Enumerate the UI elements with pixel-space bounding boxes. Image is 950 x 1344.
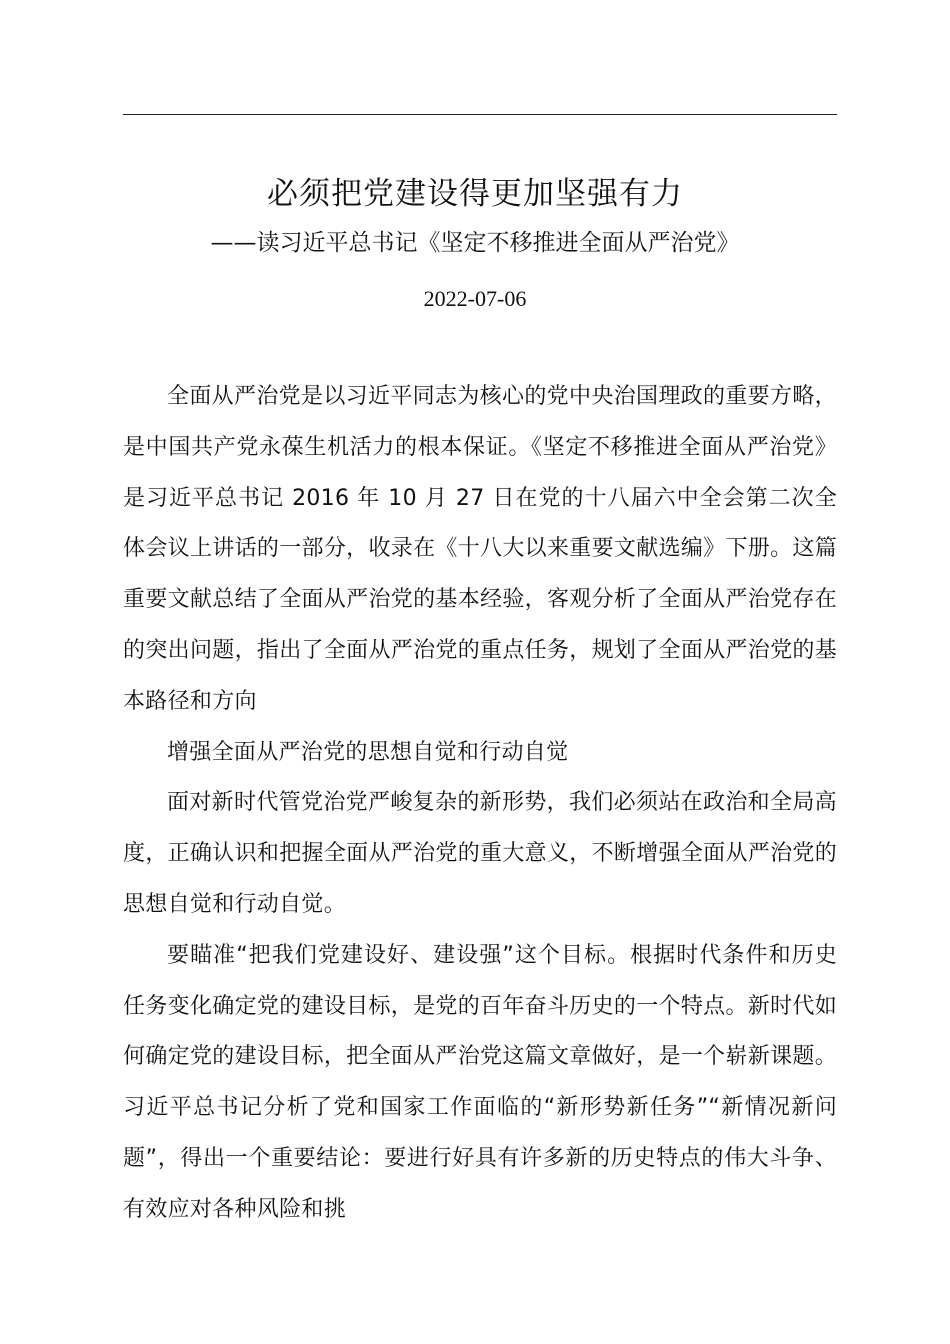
article-body bbox=[123, 372, 837, 1236]
header-rule bbox=[123, 114, 837, 115]
section-heading: 增强全面从严治党的思想自觉和行动自觉 bbox=[167, 739, 569, 765]
paragraph: 要瞄准“把我们党建设好、建设强”这个目标。根据时代条件和历史任务变化确定党的建设目标，是党的百年奋斗历史的一个特点。新时代如何确定党的建设目标，把全面从严治党这篇文章做好，是一个崭新课题。习近平总书记分析了党和国家工作面临的“新形势新任务”“新情况新问题”，得出一个重要结论：要进行好具有许多新的历史特点的伟大斗争、有效应对各种风险和挑 bbox=[123, 942, 837, 1222]
paragraph: 面对新时代管党治党严峻复杂的新形势，我们必须站在政治和全局高度，正确认识和把握全面从严治党的重大意义，不断增强全面从严治党的思想自觉和行动自觉。 bbox=[123, 790, 837, 917]
paragraph-intro: 全面从严治党是以习近平同志为核心的党中央治国理政的重要方略，是中国共产党永葆生机活力的根本保证。《坚定不移推进全面从严治党》是习近平总书记 2016 年 10 月 27 日在党的十八届六中全会第二次全体会议上讲话的一部分，收录在《十八大以来重要文献选编》下册。这篇重要文献总结了全面从严治党的基本经验，客观分析了全面从严治党存在的突出问题，指出了全面从严治党的重点任务，规划了全面从严治党的基本路径和方向 bbox=[123, 384, 837, 714]
publish-date: 2022-07-06 bbox=[423, 286, 527, 311]
document-title: 必须把党建设得更加坚强有力 bbox=[267, 176, 683, 212]
document-subtitle: ——读习近平总书记《坚定不移推进全面从严治党》 bbox=[210, 230, 740, 256]
